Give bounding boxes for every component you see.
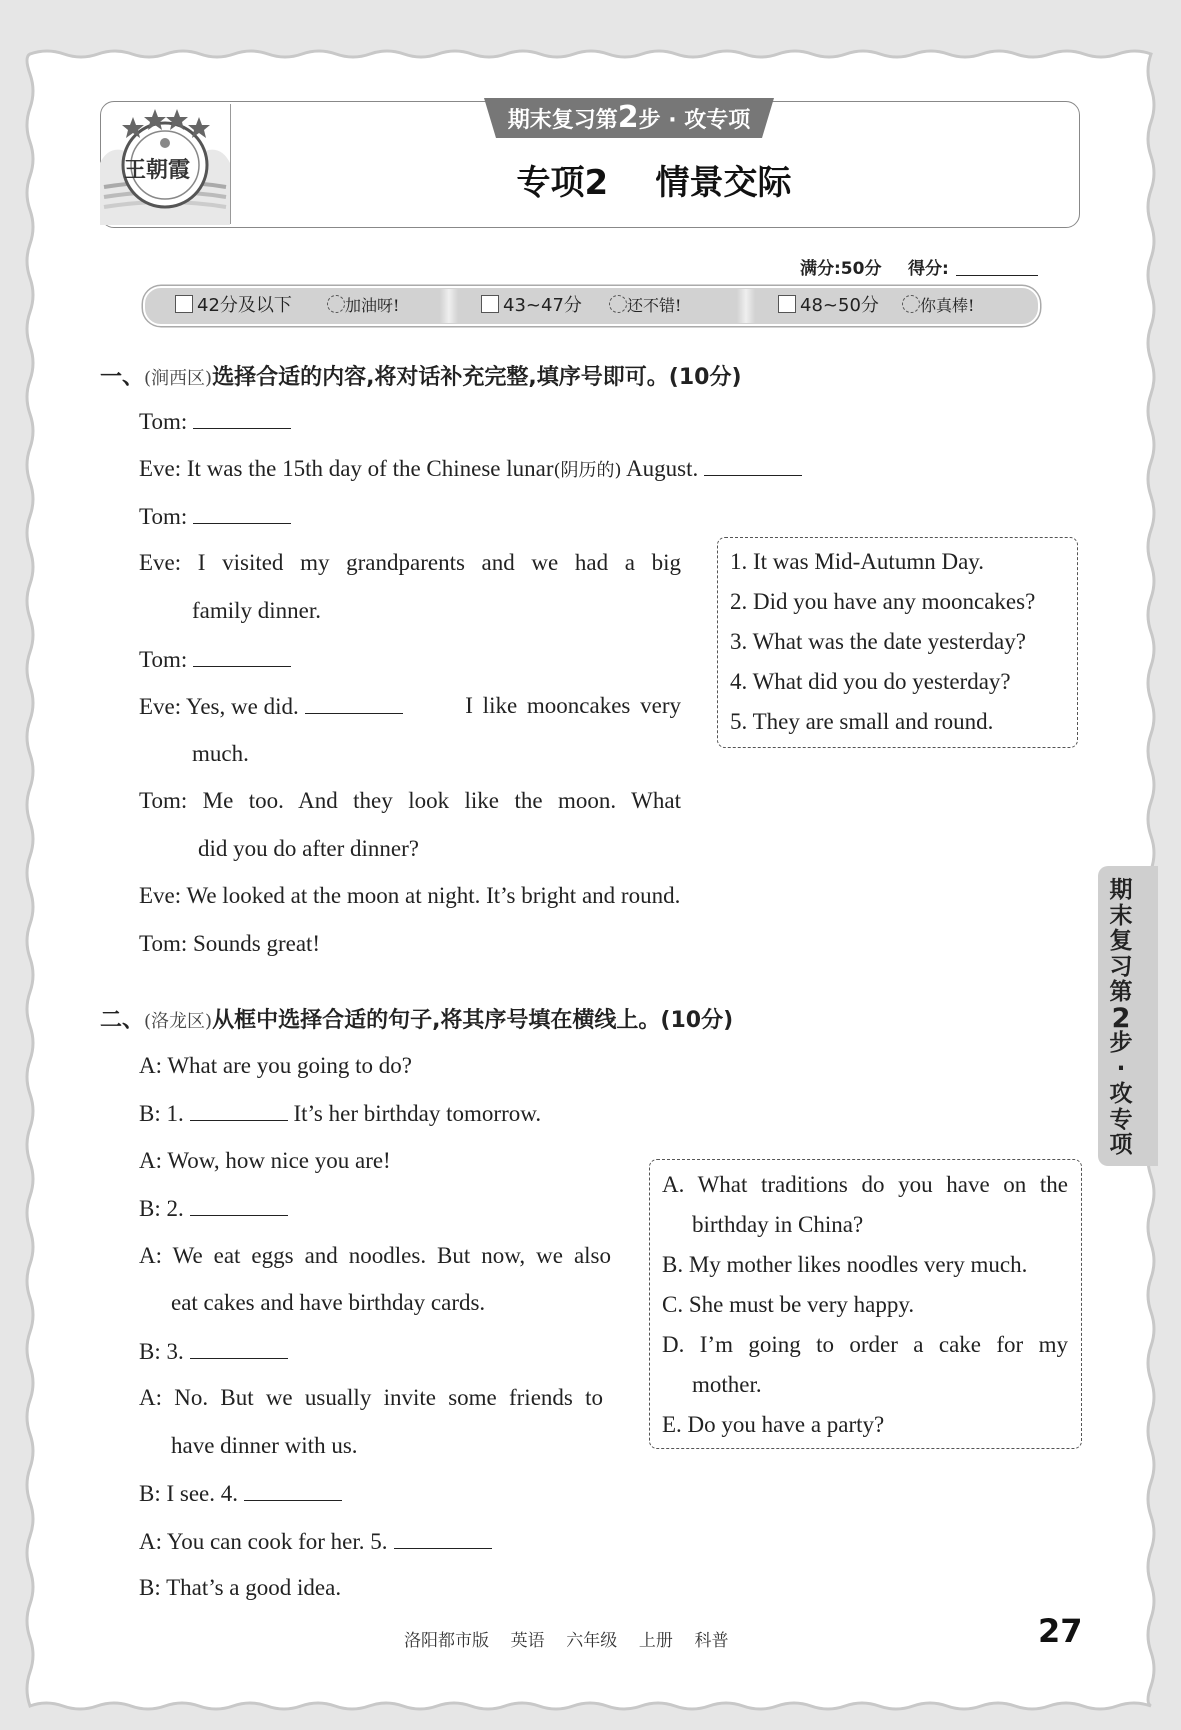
- smile-face-icon: [609, 295, 627, 313]
- option-item: C. She must be very happy.: [662, 1292, 915, 1317]
- section-2-source: (洛龙区): [144, 1011, 213, 1032]
- side-tab-text: [1098, 878, 1144, 1159]
- speaker-text: Tom:: [139, 504, 188, 529]
- logo-text: 王朝霞: [124, 157, 191, 183]
- side-tab-char: 专: [1109, 1106, 1133, 1133]
- publisher-logo: [100, 103, 230, 225]
- rating-range: 42分及以下: [197, 295, 292, 316]
- dialogue-line: eat cakes and have birthday cards.: [171, 1290, 486, 1315]
- gloss-text: (阴历的): [553, 460, 622, 481]
- dialogue-line: did you do after dinner?: [198, 836, 419, 861]
- side-tab-char: 项: [1109, 1132, 1133, 1158]
- rating-comment: 加油呀!: [345, 296, 400, 315]
- side-tab-char: 攻: [1109, 1081, 1133, 1107]
- dialogue-text: B: 2.: [139, 1196, 184, 1221]
- dialogue-line: [139, 1195, 288, 1222]
- option-item: 1. It was Mid-Autumn Day.: [730, 549, 985, 574]
- banner-num: 2: [617, 100, 639, 135]
- answer-blank[interactable]: [394, 1528, 492, 1549]
- side-tab-char: 末: [1109, 902, 1133, 929]
- side-tab-char: 习: [1109, 953, 1133, 980]
- rating-range: 43~47分: [503, 295, 582, 316]
- dialogue-line: have dinner with us.: [171, 1433, 358, 1458]
- dialogue-text: B: I see. 4.: [139, 1481, 239, 1506]
- speaker-text: Tom:: [139, 647, 188, 672]
- section-1-instruction: 选择合适的内容,将对话补充完整,填序号即可。(10分): [212, 365, 742, 390]
- section-1-prefix: 一、: [100, 365, 145, 390]
- dialogue-text: It’s her birthday tomorrow.: [293, 1101, 542, 1126]
- dialogue-text: I like mooncakes very: [465, 693, 681, 718]
- banner-text: [484, 100, 774, 135]
- checkbox-icon[interactable]: [778, 295, 796, 313]
- rating-divider: [737, 289, 755, 323]
- dialogue-line: A: No. But we usually invite some friends to: [139, 1385, 603, 1410]
- section-2-instruction: 从框中选择合适的句子,将其序号填在横线上。(10分): [212, 1008, 734, 1033]
- option-item: A. What traditions do you have on the: [662, 1172, 1068, 1197]
- answer-blank[interactable]: [190, 1195, 288, 1216]
- side-tab-char: 复: [1109, 928, 1133, 954]
- dialogue-line: [139, 693, 681, 720]
- side-tab-char: 2: [1111, 1002, 1131, 1034]
- dialogue-line: Eve: We looked at the moon at night. It’s bright and round.: [139, 883, 681, 908]
- footer-edition: 洛阳都市版 英语 六年级 上册 科普: [404, 1631, 729, 1651]
- checkbox-icon[interactable]: [481, 295, 499, 313]
- option-item: 4. What did you do yesterday?: [730, 669, 1011, 694]
- section-2-prefix: 二、: [100, 1008, 145, 1033]
- option-item: 2. Did you have any mooncakes?: [730, 589, 1036, 614]
- option-item: birthday in China?: [692, 1212, 864, 1237]
- dialogue-line: Tom: Sounds great!: [139, 931, 321, 956]
- option-item: D. I’m going to order a cake for my: [662, 1332, 1068, 1357]
- dialogue-line: [139, 1338, 288, 1365]
- score-label: 得分:: [908, 259, 949, 279]
- full-score: 满分:50分: [800, 259, 882, 279]
- section-1-title: [100, 360, 742, 391]
- dialogue-line: [139, 1528, 492, 1555]
- rating-comment: 还不错!: [627, 296, 682, 315]
- dialogue-text: August.: [626, 456, 699, 481]
- banner-pre: 期末复习第: [507, 108, 618, 133]
- answer-blank[interactable]: [190, 1100, 288, 1121]
- dialogue-line: Eve: I visited my grandparents and we had a big: [139, 550, 681, 575]
- option-item: mother.: [692, 1372, 762, 1397]
- dialogue-line: B: That’s a good idea.: [139, 1575, 342, 1600]
- rating-range: 48~50分: [800, 295, 879, 316]
- option-item: B. My mother likes noodles very much.: [662, 1252, 1028, 1277]
- rating-comment: 你真棒!: [920, 296, 975, 315]
- dialogue-line: much.: [192, 741, 249, 766]
- dialogue-line: [139, 1100, 541, 1127]
- dialogue-text: A: You can cook for her. 5.: [139, 1529, 388, 1554]
- answer-blank[interactable]: [244, 1480, 342, 1501]
- option-item: E. Do you have a party?: [662, 1412, 885, 1437]
- dialogue-line: Tom: Me too. And they look like the moon. What: [139, 788, 681, 813]
- answer-blank[interactable]: [305, 693, 403, 714]
- option-item: 3. What was the date yesterday?: [730, 629, 1026, 654]
- dialogue-line: family dinner.: [192, 598, 322, 623]
- side-tab-char: 第: [1109, 979, 1133, 1005]
- answer-blank[interactable]: [193, 503, 291, 524]
- option-item: 5. They are small and round.: [730, 709, 994, 734]
- checkbox-icon[interactable]: [175, 295, 193, 313]
- dialogue-line: [139, 1480, 342, 1507]
- dialogue-line: [139, 408, 291, 435]
- side-tab-char: 期: [1109, 877, 1133, 903]
- banner-post: 步 · 攻专项: [638, 108, 751, 133]
- dialogue-text-part: Eve: Yes, we did.: [139, 694, 299, 719]
- cheer-face-icon: [327, 295, 345, 313]
- star-face-icon: [902, 295, 920, 313]
- dialogue-text: [139, 693, 403, 720]
- dialogue-line: [139, 455, 802, 482]
- rating-divider: [440, 289, 458, 323]
- dialogue-line: A: What are you going to do?: [139, 1053, 412, 1078]
- dialogue-line: A: Wow, how nice you are!: [139, 1148, 391, 1173]
- dialogue-text: B: 3.: [139, 1339, 184, 1364]
- answer-blank[interactable]: [190, 1338, 288, 1359]
- section-1-source: (涧西区): [144, 368, 213, 389]
- dialogue-line: [139, 503, 291, 530]
- page-number: 27: [1038, 1612, 1083, 1650]
- dialogue-text: Eve: It was the 15th day of the Chinese lunar: [139, 456, 554, 481]
- answer-blank[interactable]: [704, 455, 802, 476]
- answer-blank[interactable]: [193, 646, 291, 667]
- page-title: 专项2 情景交际: [516, 163, 792, 203]
- answer-blank[interactable]: [193, 408, 291, 429]
- side-tab-char: 步: [1109, 1030, 1133, 1056]
- dialogue-line: [139, 646, 291, 673]
- section-2-title: [100, 1003, 733, 1034]
- speaker-text: Tom:: [139, 409, 188, 434]
- dialogue-line: A: We eat eggs and noodles. But now, we also: [139, 1243, 611, 1268]
- dialogue-text: B: 1.: [139, 1101, 184, 1126]
- score-blank[interactable]: [956, 275, 1038, 276]
- side-tab-char: ·: [1116, 1055, 1126, 1082]
